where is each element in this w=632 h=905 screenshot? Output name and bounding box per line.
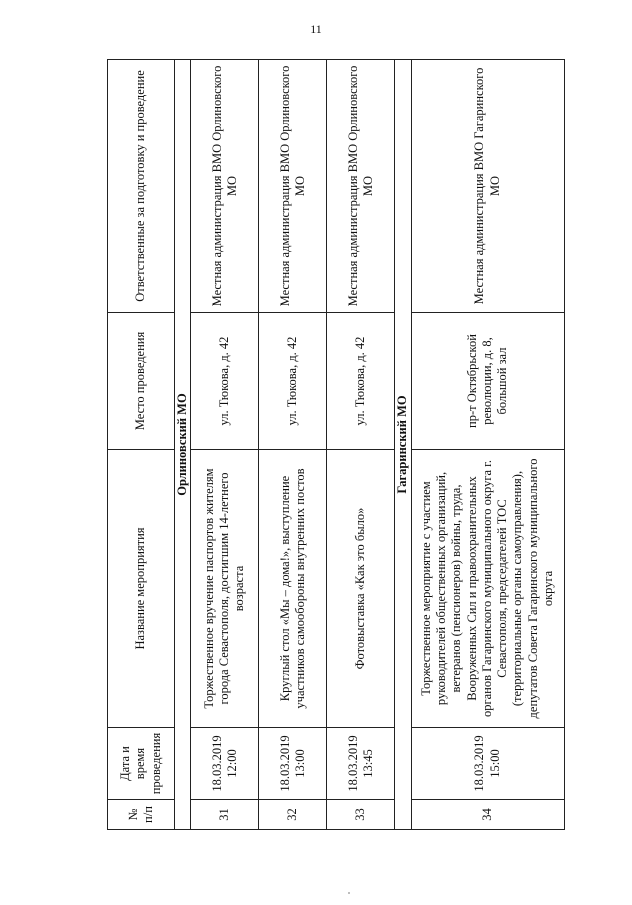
table-row <box>327 60 395 830</box>
events-table <box>107 59 565 830</box>
header-name: Название мероприятия <box>108 450 175 728</box>
table-row <box>411 60 564 830</box>
row-date: 18.03.2019 13:45 <box>327 728 395 800</box>
section-title: Орлиновский МО <box>175 60 191 830</box>
row-place: ул. Тюкова, д. 42 <box>191 313 259 450</box>
page-number: 11 <box>310 22 322 36</box>
row-place: пр-т Октябрьской революции, д. 8, большой зал <box>411 313 564 450</box>
row-responsible: Местная администрация ВМО Гагаринского МО <box>411 60 564 313</box>
rotated-table-container <box>107 60 555 830</box>
row-place: ул. Тюкова, д. 42 <box>327 313 395 450</box>
row-num: 33 <box>327 800 395 830</box>
row-place: ул. Тюкова, д. 42 <box>259 313 327 450</box>
header-responsible: Ответственные за подготовку и проведение <box>108 60 175 313</box>
header-date: Дата и время проведения <box>108 728 175 800</box>
row-num: 32 <box>259 800 327 830</box>
header-place: Место проведения <box>108 313 175 450</box>
row-responsible: Местная администрация ВМО Орлиновского МО <box>191 60 259 313</box>
row-name: Фотовыставка «Как это было» <box>327 450 395 728</box>
scan-speck <box>348 892 350 894</box>
row-name: Торжественное вручение паспортов жителям города Севастополя, достигшим 14-летнего возраста <box>191 450 259 728</box>
section-title: Гагаринский МО <box>395 60 411 830</box>
row-name: Круглый стол «Мы – дома!», выступление участников самообороны внутренних постов <box>259 450 327 728</box>
table-row <box>191 60 259 830</box>
row-name: Торжественное мероприятие с участием руководителей общественных организаций, ветеранов (пенсионеров) войны, труда, Вооруженных Сил и правоохранительных органов Гагаринского муниципального округа г. Севастополя, председателей ТОС (территориальные органы самоуправления), депутатов Совета Гагаринского муниципального округа <box>411 450 564 728</box>
section-row-gagarinsky <box>395 60 411 830</box>
row-date: 18.03.2019 13:00 <box>259 728 327 800</box>
row-num: 34 <box>411 800 564 830</box>
row-num: 31 <box>191 800 259 830</box>
row-responsible: Местная администрация ВМО Орлиновского МО <box>327 60 395 313</box>
header-num: № п/п <box>108 800 175 830</box>
row-date: 18.03.2019 15:00 <box>411 728 564 800</box>
row-responsible: Местная администрация ВМО Орлиновского МО <box>259 60 327 313</box>
row-date: 18.03.2019 12:00 <box>191 728 259 800</box>
table-row <box>259 60 327 830</box>
table-header-row <box>108 60 175 830</box>
section-row-orlinovsky <box>175 60 191 830</box>
